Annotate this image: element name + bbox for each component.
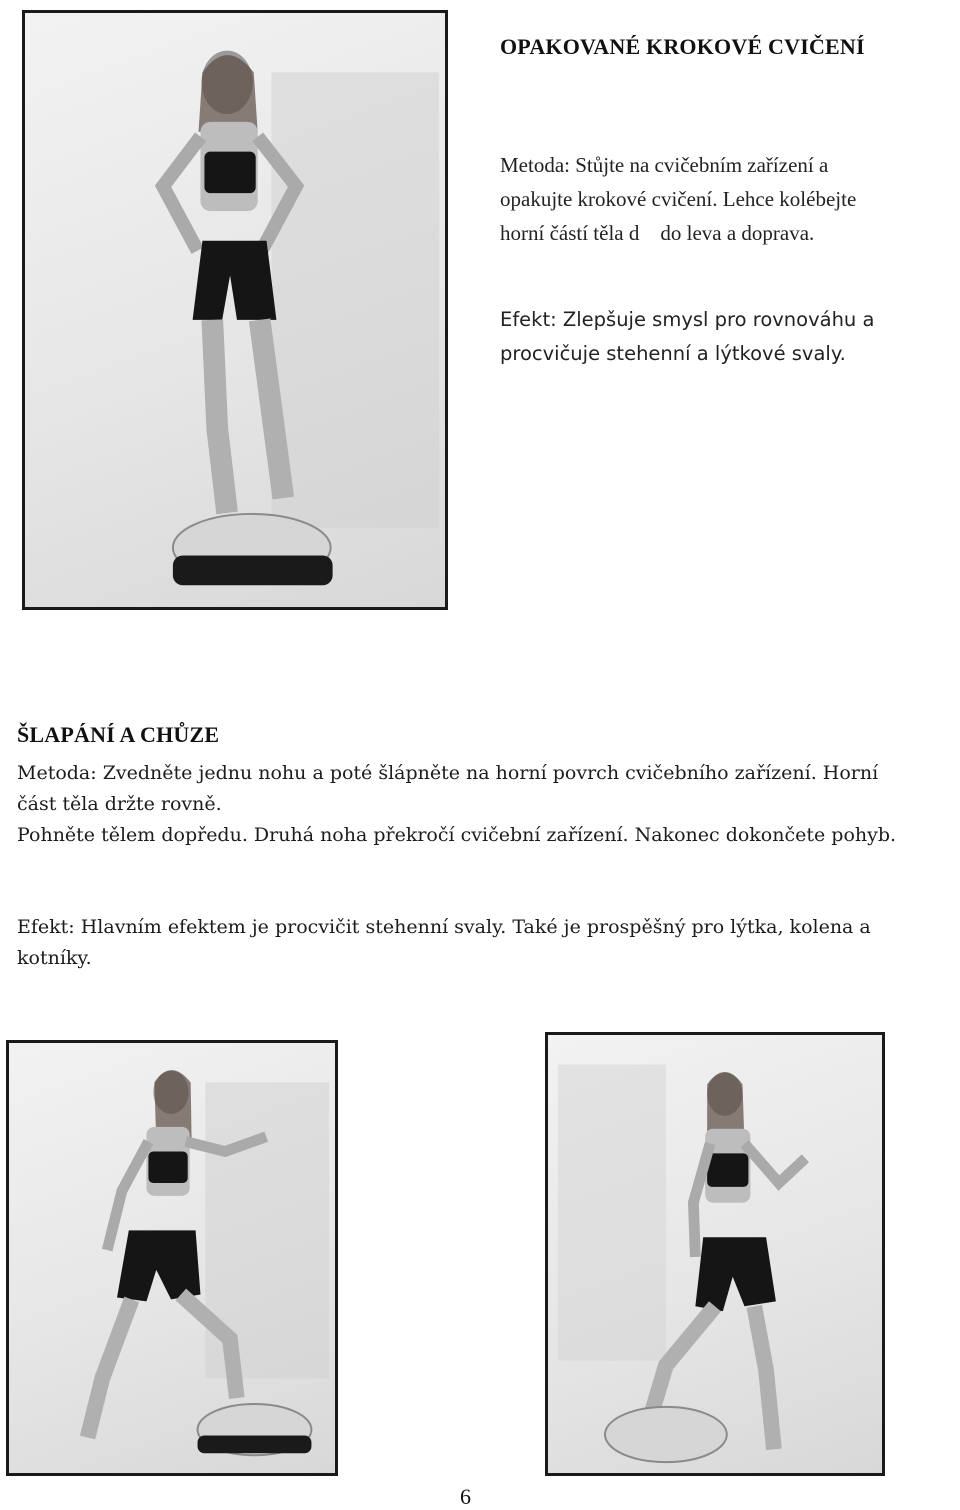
section-effect-stepping-walking <box>17 912 871 974</box>
method-line: Metoda: Zvedněte jednu nohu a poté šlápněte na horní povrch cvičebního zařízení. Horní <box>17 762 879 784</box>
effect-line: procvičuje stehenní a lýtkové svaly. <box>500 342 846 365</box>
section-method-stepping-walking <box>17 758 896 851</box>
section-method-repeated-step <box>500 148 856 250</box>
effect-line: Efekt: Hlavním efektem je procvičit stehenní svaly. Také je prospěšný pro lýtka, kolena a <box>17 916 871 938</box>
method-line: opakujte krokové cvičení. Lehce kolébejte <box>500 187 857 211</box>
method-line: část těla držte rovně. <box>17 793 222 815</box>
method-line: Metoda: Stůjte na cvičebním zařízení a <box>500 153 829 177</box>
section-title-stepping-walking: ŠLAPÁNÍ A CHŮZE <box>17 722 220 747</box>
effect-line: kotníky. <box>17 947 92 969</box>
section-title-repeated-step: OPAKOVANÉ KROKOVÉ CVIČENÍ <box>500 34 865 59</box>
section-effect-repeated-step <box>500 303 874 371</box>
method-line: Pohněte tělem dopředu. Druhá noha překročí cvičební zařízení. Nakonec dokončete pohyb. <box>17 824 897 846</box>
page-number: 6 <box>460 1484 471 1509</box>
photo-standing-on-balance-dome <box>22 10 448 610</box>
effect-line: Efekt: Zlepšuje smysl pro rovnováhu a <box>500 308 875 331</box>
photo-stepping-onto-dome <box>6 1040 338 1476</box>
photo-walking-over-dome <box>545 1032 885 1476</box>
method-line: horní částí těla d do leva a doprava. <box>500 221 815 245</box>
